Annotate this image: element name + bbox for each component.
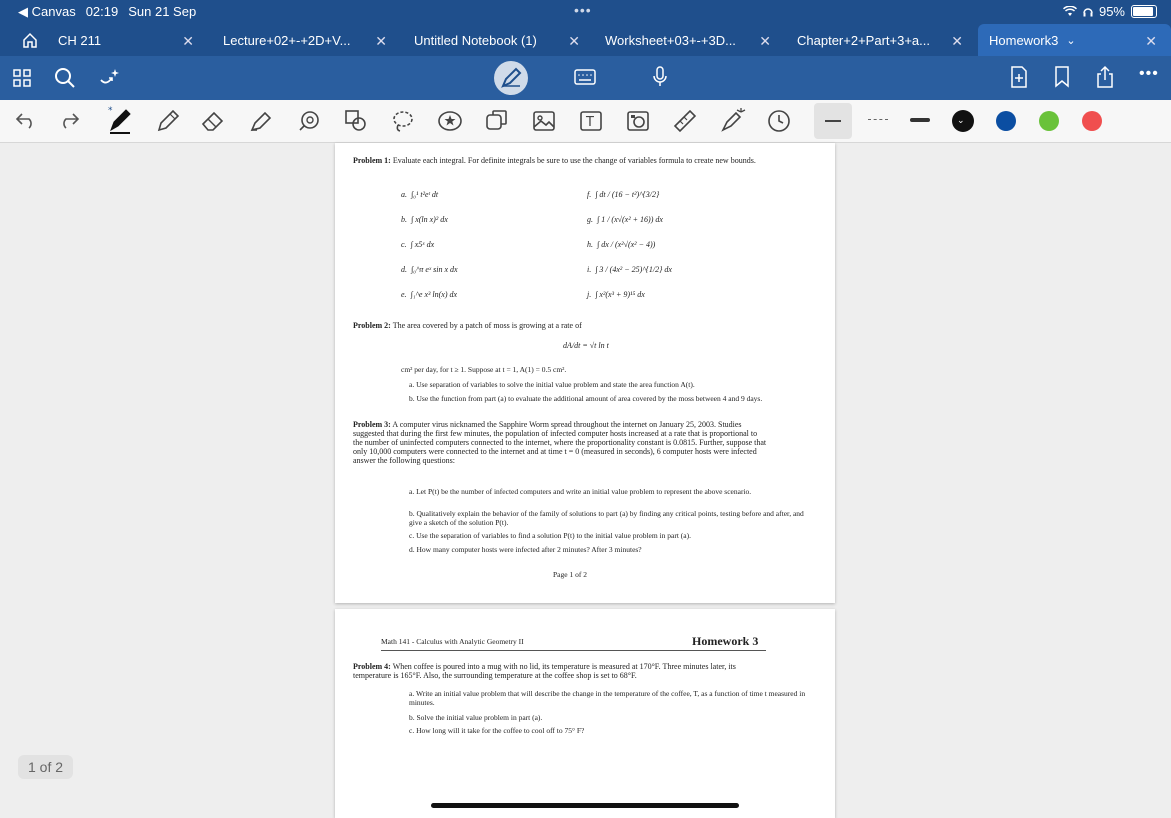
integral-b bbox=[401, 215, 448, 224]
ruler-icon[interactable] bbox=[672, 108, 698, 134]
pen-nib-icon bbox=[494, 61, 528, 95]
thumbnails-icon[interactable] bbox=[13, 69, 31, 87]
status-bar bbox=[0, 0, 1171, 24]
laser-pointer-icon[interactable] bbox=[719, 106, 747, 134]
problem-3-part-b: b. Qualitatively explain the behavior of the family of solutions to part (a) by finding any critical points, testing before and after, and give a sketch of the solution P(t). bbox=[409, 509, 804, 527]
pen-tool-icon[interactable] bbox=[106, 105, 134, 137]
headphones-icon bbox=[1083, 6, 1093, 17]
color-blue[interactable] bbox=[996, 111, 1016, 131]
problem-4-part-c: c. How long will it take for the coffee to cool off to 75° F? bbox=[409, 726, 585, 735]
keyboard-icon[interactable] bbox=[574, 69, 596, 85]
problem-text: The area covered by a patch of moss is growing at a rate of bbox=[392, 321, 582, 330]
close-icon[interactable]: ✕ bbox=[568, 33, 580, 49]
recent-icon[interactable] bbox=[766, 108, 792, 134]
home-icon[interactable] bbox=[22, 32, 38, 48]
svg-text:*: * bbox=[108, 106, 113, 116]
item-expr: ∫ 1 / (x√(x² + 16)) dx bbox=[597, 215, 663, 224]
color-black-selected[interactable] bbox=[952, 110, 974, 132]
highlighter-icon[interactable] bbox=[248, 108, 274, 134]
close-icon[interactable]: ✕ bbox=[759, 33, 771, 49]
item-label: e. bbox=[401, 290, 407, 299]
item-expr: ∫ 3 / (4x² − 25)^{1/2} dx bbox=[595, 265, 672, 274]
image-icon[interactable] bbox=[531, 108, 557, 134]
lasso-icon[interactable] bbox=[390, 108, 416, 134]
magic-icon[interactable] bbox=[98, 66, 120, 88]
back-to-app-link[interactable]: ◀ Canvas bbox=[18, 4, 76, 19]
problem-text: When coffee is poured into a mug with no lid, its temperature is measured at 170°F. Three minutes later, its temperature is 165°F. Also, the surrounding temperature at the coffee shop is set to 68°F. bbox=[353, 662, 736, 680]
problem-4 bbox=[353, 662, 773, 680]
item-label: j. bbox=[587, 290, 592, 299]
tab-ch211[interactable] bbox=[54, 24, 204, 56]
eraser-icon[interactable] bbox=[200, 108, 226, 134]
tab-untitled-notebook[interactable] bbox=[410, 24, 586, 56]
sticker-icon[interactable] bbox=[437, 109, 463, 133]
integral-e bbox=[401, 290, 457, 299]
color-green[interactable] bbox=[1039, 111, 1059, 131]
svg-text:T: T bbox=[586, 115, 594, 130]
problem-title: Problem 1: bbox=[353, 156, 391, 165]
shape-tool-icon[interactable] bbox=[296, 108, 322, 134]
add-page-icon[interactable] bbox=[1010, 66, 1028, 88]
problem-3-part-c: c. Use the separation of variables to find a solution P(t) to the initial value problem in part (a). bbox=[409, 531, 692, 540]
integral-a bbox=[401, 190, 438, 199]
wifi-icon bbox=[1063, 6, 1077, 17]
integral-d bbox=[401, 265, 458, 274]
pencil-icon[interactable] bbox=[155, 108, 181, 134]
homework-title: Homework 3 bbox=[692, 634, 759, 648]
problem-4-part-a: a. Write an initial value problem that will describe the change in the temperature of the coffee, T, as a function of time t measured in minutes. bbox=[409, 689, 806, 707]
more-icon[interactable]: ••• bbox=[1139, 65, 1159, 82]
item-label: h. bbox=[587, 240, 593, 249]
item-expr: ∫ x(ln x)² dx bbox=[411, 215, 448, 224]
problem-2-part-a: a. Use separation of variables to solve the initial value problem and state the area function A(t). bbox=[409, 380, 695, 389]
integral-j bbox=[587, 290, 645, 299]
item-expr: ∫₀^π eˣ sin x dx bbox=[411, 265, 458, 274]
dashed-line-icon[interactable] bbox=[868, 119, 888, 122]
drawing-toolbar bbox=[0, 100, 1171, 143]
problem-2-condition: cm² per day, for t ≥ 1. Suppose at t = 1, A(1) = 0.5 cm². bbox=[401, 365, 567, 374]
pen-mode-button[interactable] bbox=[494, 61, 528, 95]
page-footer: Page 1 of 2 bbox=[553, 570, 587, 579]
redo-icon[interactable] bbox=[57, 111, 81, 129]
problem-4-part-b: b. Solve the initial value problem in part (a). bbox=[409, 713, 543, 722]
tab-label: Homework3 bbox=[989, 32, 1059, 48]
item-expr: ∫ x²(x³ + 9)¹⁵ dx bbox=[595, 290, 645, 299]
item-label: d. bbox=[401, 265, 407, 274]
lasso-shapes-icon[interactable] bbox=[343, 108, 369, 134]
problem-3-part-a: a. Let P(t) be the number of infected computers and write an initial value problem to represent the above scenario. bbox=[409, 487, 752, 496]
page-indicator: 1 of 2 bbox=[18, 755, 73, 779]
close-icon[interactable]: ✕ bbox=[182, 33, 194, 49]
problem-text: A computer virus nicknamed the Sapphire Worm spread throughout the internet on January 25, 2003. Studies suggested that during the first few minutes, the population of infected computer hosts increased at a rate that is proportional to the number of uninfected computers connected to the internet, where the proportionality constant is 0.0815. Further, suppose that only 10,000 computers were connected to the internet and at time t = 0 (measured in seconds), 6 computer hosts were infected answer the following questions: bbox=[353, 420, 767, 465]
moss-rate-equation: dA/dt = √t ln t bbox=[563, 341, 609, 350]
close-icon[interactable]: ✕ bbox=[951, 33, 963, 49]
problem-title: Problem 4: bbox=[353, 662, 391, 671]
thick-line-icon[interactable] bbox=[910, 118, 930, 122]
tab-worksheet[interactable] bbox=[601, 24, 777, 56]
tab-label: Untitled Notebook (1) bbox=[414, 32, 537, 48]
main-toolbar bbox=[0, 56, 1171, 100]
bookmark-icon[interactable] bbox=[1054, 66, 1070, 88]
share-icon[interactable] bbox=[1095, 65, 1115, 89]
multitasking-dots-icon[interactable]: ••• bbox=[574, 2, 592, 18]
item-label: i. bbox=[587, 265, 592, 274]
battery-icon bbox=[1131, 5, 1157, 18]
problem-title: Problem 3: bbox=[353, 420, 391, 429]
item-label: b. bbox=[401, 215, 407, 224]
integral-c bbox=[401, 240, 434, 249]
item-label: f. bbox=[587, 190, 592, 199]
document-page-1[interactable] bbox=[335, 143, 835, 603]
problem-title: Problem 2: bbox=[353, 321, 391, 330]
problem-3 bbox=[353, 420, 768, 465]
problem-2-part-b: b. Use the function from part (a) to evaluate the additional amount of area covered by the moss between 4 and 9 days. bbox=[409, 394, 763, 403]
integral-i bbox=[587, 265, 672, 274]
microphone-icon[interactable] bbox=[652, 66, 668, 88]
tab-lecture[interactable] bbox=[219, 24, 395, 56]
tab-chapter[interactable] bbox=[793, 24, 969, 56]
battery-percent: 95% bbox=[1098, 4, 1125, 19]
item-expr: ∫₀¹ t²eᵗ dt bbox=[411, 190, 439, 199]
problem-text: Evaluate each integral. For definite integrals be sure to use the change of variables formula to create new bounds. bbox=[392, 156, 756, 165]
document-page-2[interactable] bbox=[335, 609, 835, 818]
color-red[interactable] bbox=[1082, 111, 1102, 131]
item-label: g. bbox=[587, 215, 593, 224]
header-rule bbox=[381, 650, 766, 651]
course-header: Math 141 - Calculus with Analytic Geometry II bbox=[381, 637, 524, 646]
stroke-solid-selected[interactable] bbox=[814, 103, 852, 139]
item-label: a. bbox=[401, 190, 407, 199]
elements-icon[interactable] bbox=[484, 108, 510, 134]
chevron-down-icon[interactable]: ⌄ bbox=[1066, 34, 1076, 47]
integral-g bbox=[587, 215, 663, 224]
close-icon[interactable]: ✕ bbox=[1145, 33, 1157, 49]
thin-line-icon bbox=[825, 120, 841, 122]
chevron-down-icon: ⌄ bbox=[957, 115, 965, 125]
text-box-icon[interactable] bbox=[578, 108, 604, 134]
problem-3-part-d: d. How many computer hosts were infected after 2 minutes? After 3 minutes? bbox=[409, 545, 642, 554]
tab-label: Lecture+02+-+2D+V... bbox=[223, 32, 351, 48]
tab-bar bbox=[0, 24, 1171, 56]
integral-h bbox=[587, 240, 655, 249]
item-expr: ∫ x5ˣ dx bbox=[410, 240, 435, 249]
problem-2 bbox=[353, 321, 793, 330]
close-icon[interactable]: ✕ bbox=[375, 33, 387, 49]
tab-label: CH 211 bbox=[58, 32, 102, 48]
item-label: c. bbox=[401, 240, 407, 249]
item-expr: ∫ dt / (16 − t²)^{3/2} bbox=[595, 190, 660, 199]
search-icon[interactable] bbox=[54, 67, 76, 89]
tab-label: Worksheet+03+-+3D... bbox=[605, 32, 736, 48]
status-time: 02:19 bbox=[85, 4, 119, 19]
problem-1 bbox=[353, 156, 773, 165]
undo-icon[interactable] bbox=[14, 111, 38, 129]
status-date: Sun 21 Sep bbox=[128, 4, 197, 19]
item-expr: ∫₁^e x³ ln(x) dx bbox=[410, 290, 458, 299]
item-expr: ∫ dx / (x²√(x² − 4)) bbox=[597, 240, 656, 249]
integral-f bbox=[587, 190, 659, 199]
tab-label: Chapter+2+Part+3+a... bbox=[797, 32, 930, 48]
camera-icon[interactable] bbox=[625, 108, 651, 134]
tab-homework3[interactable] bbox=[978, 24, 1171, 56]
home-indicator[interactable] bbox=[431, 803, 739, 808]
